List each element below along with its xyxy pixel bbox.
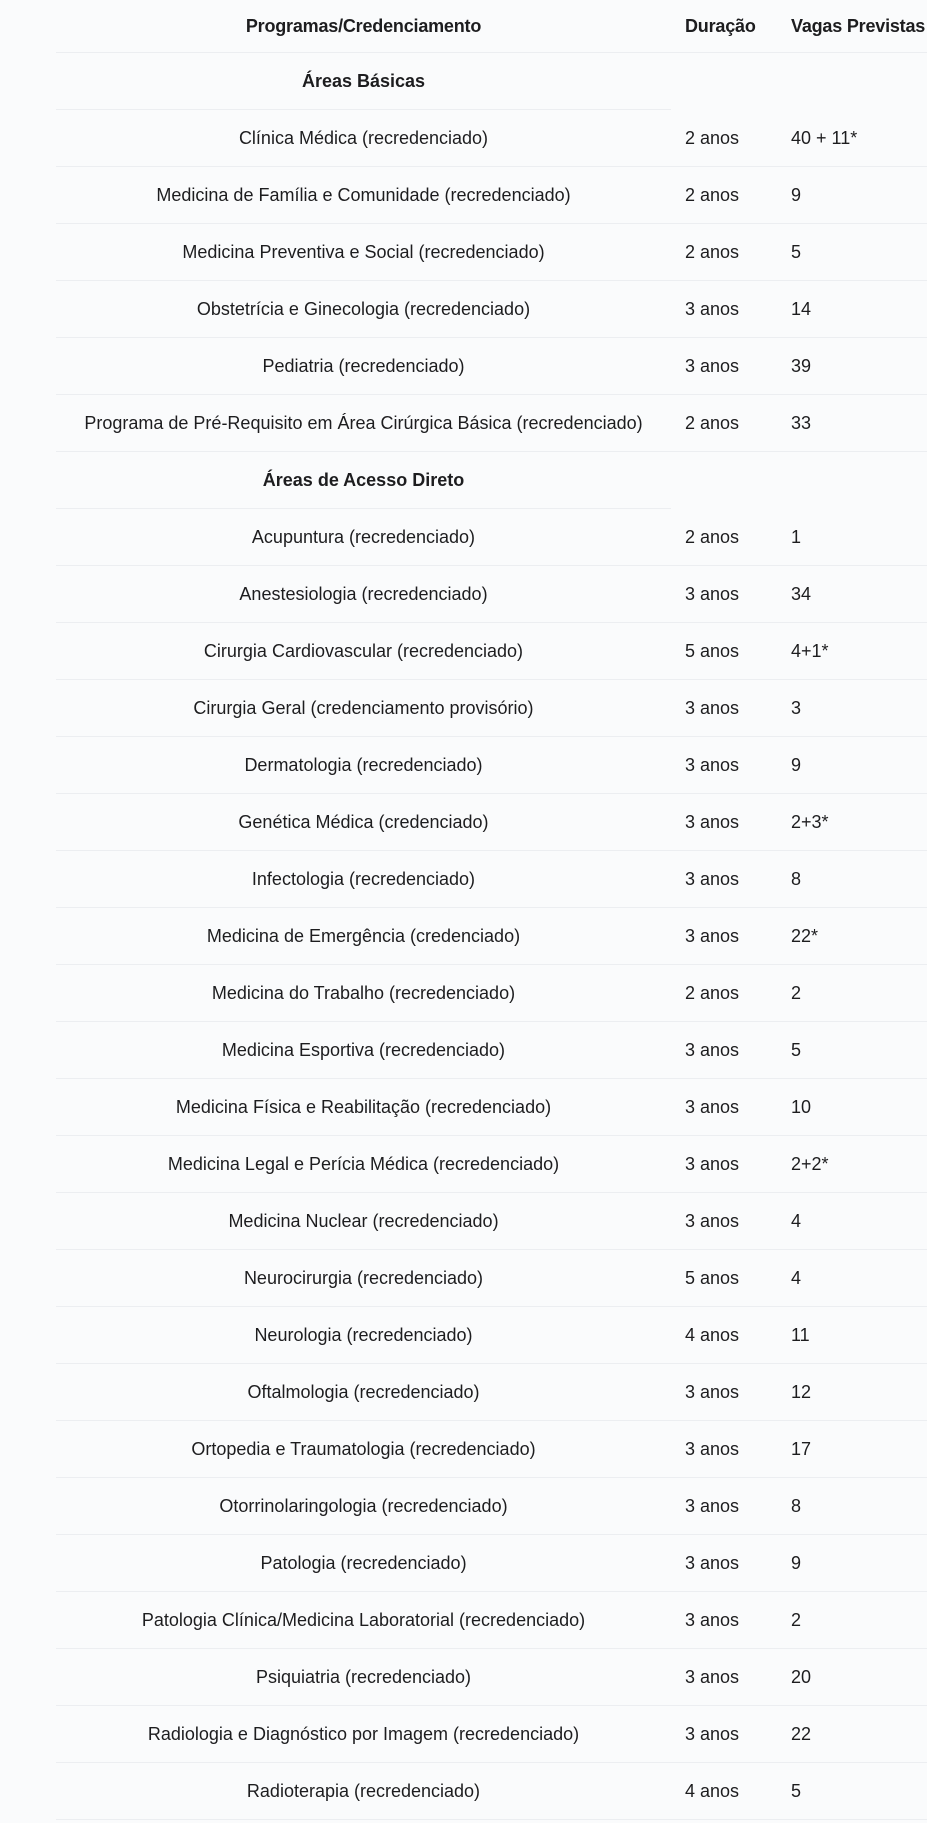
duration-cell: 3 anos <box>685 356 740 376</box>
table-row <box>56 1079 927 1136</box>
program-cell: Psiquiatria (recredenciado) <box>255 1667 472 1687</box>
duration-cell: 3 anos <box>685 1211 740 1231</box>
duration-cell: 3 anos <box>685 1553 740 1573</box>
section-header-row <box>56 53 927 110</box>
program-cell: Medicina Nuclear (recredenciado) <box>228 1211 499 1231</box>
vacancies-cell: 1 <box>791 527 802 547</box>
table-row <box>56 851 927 908</box>
vacancies-cell: 12 <box>791 1382 812 1402</box>
table-row <box>56 566 927 623</box>
vacancies-cell: 11 <box>791 1325 810 1345</box>
table-row <box>56 1022 927 1079</box>
vacancies-cell: 9 <box>791 1553 802 1573</box>
vacancies-cell: 2 <box>791 1610 802 1630</box>
duration-cell: 3 anos <box>685 812 740 832</box>
table-row <box>56 1535 927 1592</box>
header-duration: Duração <box>685 16 756 36</box>
duration-cell: 3 anos <box>685 1382 740 1402</box>
header-programs: Programas/Credenciamento <box>245 16 482 36</box>
program-cell: Medicina Legal e Perícia Médica (recredenciado) <box>167 1154 560 1174</box>
vacancies-cell: 4 <box>791 1211 802 1231</box>
program-cell: Medicina Preventiva e Social (recredenciado) <box>182 242 545 262</box>
program-cell: Infectologia (recredenciado) <box>251 869 476 889</box>
vacancies-cell: 40 + 11* <box>791 128 858 148</box>
program-cell: Pediatria (recredenciado) <box>262 356 465 376</box>
table-row <box>56 737 927 794</box>
table-row <box>56 281 927 338</box>
table-row <box>56 1193 927 1250</box>
program-cell: Oftalmologia (recredenciado) <box>247 1382 480 1402</box>
table-row <box>56 1706 927 1763</box>
vacancies-cell: 8 <box>791 869 802 889</box>
residency-programs-table <box>56 0 927 1820</box>
section-title: Áreas Básicas <box>301 71 426 91</box>
table-row <box>56 908 927 965</box>
duration-cell: 5 anos <box>685 641 740 661</box>
program-cell: Genética Médica (credenciado) <box>238 812 489 832</box>
program-cell: Cirurgia Geral (credenciamento provisório) <box>193 698 534 718</box>
vacancies-cell: 8 <box>791 1496 802 1516</box>
program-cell: Neurocirurgia (recredenciado) <box>243 1268 484 1288</box>
table-header-row <box>56 0 927 53</box>
program-cell: Patologia (recredenciado) <box>260 1553 467 1573</box>
section-title: Áreas de Acesso Direto <box>262 470 465 490</box>
table-row <box>56 1307 927 1364</box>
duration-cell: 3 anos <box>685 1097 740 1117</box>
header-vacancies: Vagas Previstas <box>791 16 926 36</box>
duration-cell: 3 anos <box>685 299 740 319</box>
table-row <box>56 1478 927 1535</box>
table-row <box>56 110 927 167</box>
table-row <box>56 509 927 566</box>
vacancies-cell: 39 <box>791 356 812 376</box>
program-cell: Programa de Pré-Requisito em Área Cirúrgica Básica (recredenciado) <box>84 413 643 433</box>
program-cell: Neurologia (recredenciado) <box>254 1325 473 1345</box>
program-cell: Otorrinolaringologia (recredenciado) <box>219 1496 508 1516</box>
duration-cell: 3 anos <box>685 584 740 604</box>
program-cell: Acupuntura (recredenciado) <box>251 527 476 547</box>
row-divider <box>56 1819 927 1820</box>
table-row <box>56 1763 927 1820</box>
duration-cell: 2 anos <box>685 527 740 547</box>
program-cell: Medicina de Emergência (credenciado) <box>206 926 521 946</box>
vacancies-cell: 33 <box>791 413 812 433</box>
vacancies-cell: 2+2* <box>791 1154 829 1174</box>
vacancies-cell: 5 <box>791 1040 802 1060</box>
duration-cell: 4 anos <box>685 1781 740 1801</box>
program-cell: Medicina Esportiva (recredenciado) <box>221 1040 506 1060</box>
table-row <box>56 1421 927 1478</box>
vacancies-cell: 3 <box>791 698 802 718</box>
duration-cell: 3 anos <box>685 755 740 775</box>
duration-cell: 3 anos <box>685 1439 740 1459</box>
vacancies-cell: 9 <box>791 185 802 205</box>
table-row <box>56 224 927 281</box>
program-cell: Anestesiologia (recredenciado) <box>239 584 488 604</box>
program-cell: Obstetrícia e Ginecologia (recredenciado) <box>196 299 531 319</box>
table-row <box>56 338 927 395</box>
vacancies-cell: 5 <box>791 1781 802 1801</box>
section-header-row <box>56 452 927 509</box>
table-row <box>56 1136 927 1193</box>
duration-cell: 3 anos <box>685 1724 740 1744</box>
duration-cell: 3 anos <box>685 1040 740 1060</box>
vacancies-cell: 34 <box>791 584 812 604</box>
program-cell: Radioterapia (recredenciado) <box>246 1781 481 1801</box>
program-cell: Ortopedia e Traumatologia (recredenciado) <box>191 1439 536 1459</box>
duration-cell: 3 anos <box>685 926 740 946</box>
duration-cell: 4 anos <box>685 1325 740 1345</box>
vacancies-cell: 4+1* <box>791 641 829 661</box>
table-row <box>56 1592 927 1649</box>
duration-cell: 3 anos <box>685 1496 740 1516</box>
duration-cell: 3 anos <box>685 698 740 718</box>
vacancies-cell: 20 <box>791 1667 812 1687</box>
program-cell: Medicina Física e Reabilitação (recredenciado) <box>175 1097 552 1117</box>
vacancies-cell: 10 <box>791 1097 812 1117</box>
duration-cell: 3 anos <box>685 869 740 889</box>
program-cell: Clínica Médica (recredenciado) <box>238 128 489 148</box>
table-row <box>56 680 927 737</box>
duration-cell: 5 anos <box>685 1268 740 1288</box>
vacancies-cell: 22* <box>791 926 819 946</box>
program-cell: Patologia Clínica/Medicina Laboratorial (recredenciado) <box>141 1610 586 1630</box>
duration-cell: 3 anos <box>685 1610 740 1630</box>
vacancies-cell: 5 <box>791 242 802 262</box>
vacancies-cell: 22 <box>791 1724 812 1744</box>
table-row <box>56 1250 927 1307</box>
program-cell: Medicina do Trabalho (recredenciado) <box>211 983 516 1003</box>
duration-cell: 3 anos <box>685 1154 740 1174</box>
table-row <box>56 623 927 680</box>
vacancies-cell: 4 <box>791 1268 802 1288</box>
duration-cell: 2 anos <box>685 983 740 1003</box>
vacancies-cell: 14 <box>791 299 812 319</box>
duration-cell: 2 anos <box>685 413 740 433</box>
vacancies-cell: 9 <box>791 755 802 775</box>
table-row <box>56 167 927 224</box>
duration-cell: 2 anos <box>685 128 740 148</box>
duration-cell: 3 anos <box>685 1667 740 1687</box>
duration-cell: 2 anos <box>685 242 740 262</box>
table-row <box>56 965 927 1022</box>
duration-cell: 2 anos <box>685 185 740 205</box>
program-cell: Radiologia e Diagnóstico por Imagem (recredenciado) <box>147 1724 580 1744</box>
vacancies-cell: 2+3* <box>791 812 829 832</box>
program-cell: Medicina de Família e Comunidade (recredenciado) <box>156 185 571 205</box>
program-cell: Cirurgia Cardiovascular (recredenciado) <box>203 641 524 661</box>
vacancies-cell: 2 <box>791 983 802 1003</box>
table-body <box>56 53 927 1820</box>
table-row <box>56 1364 927 1421</box>
table-row <box>56 1649 927 1706</box>
vacancies-cell: 17 <box>791 1439 812 1459</box>
table-row <box>56 794 927 851</box>
program-cell: Dermatologia (recredenciado) <box>244 755 483 775</box>
table-row <box>56 395 927 452</box>
